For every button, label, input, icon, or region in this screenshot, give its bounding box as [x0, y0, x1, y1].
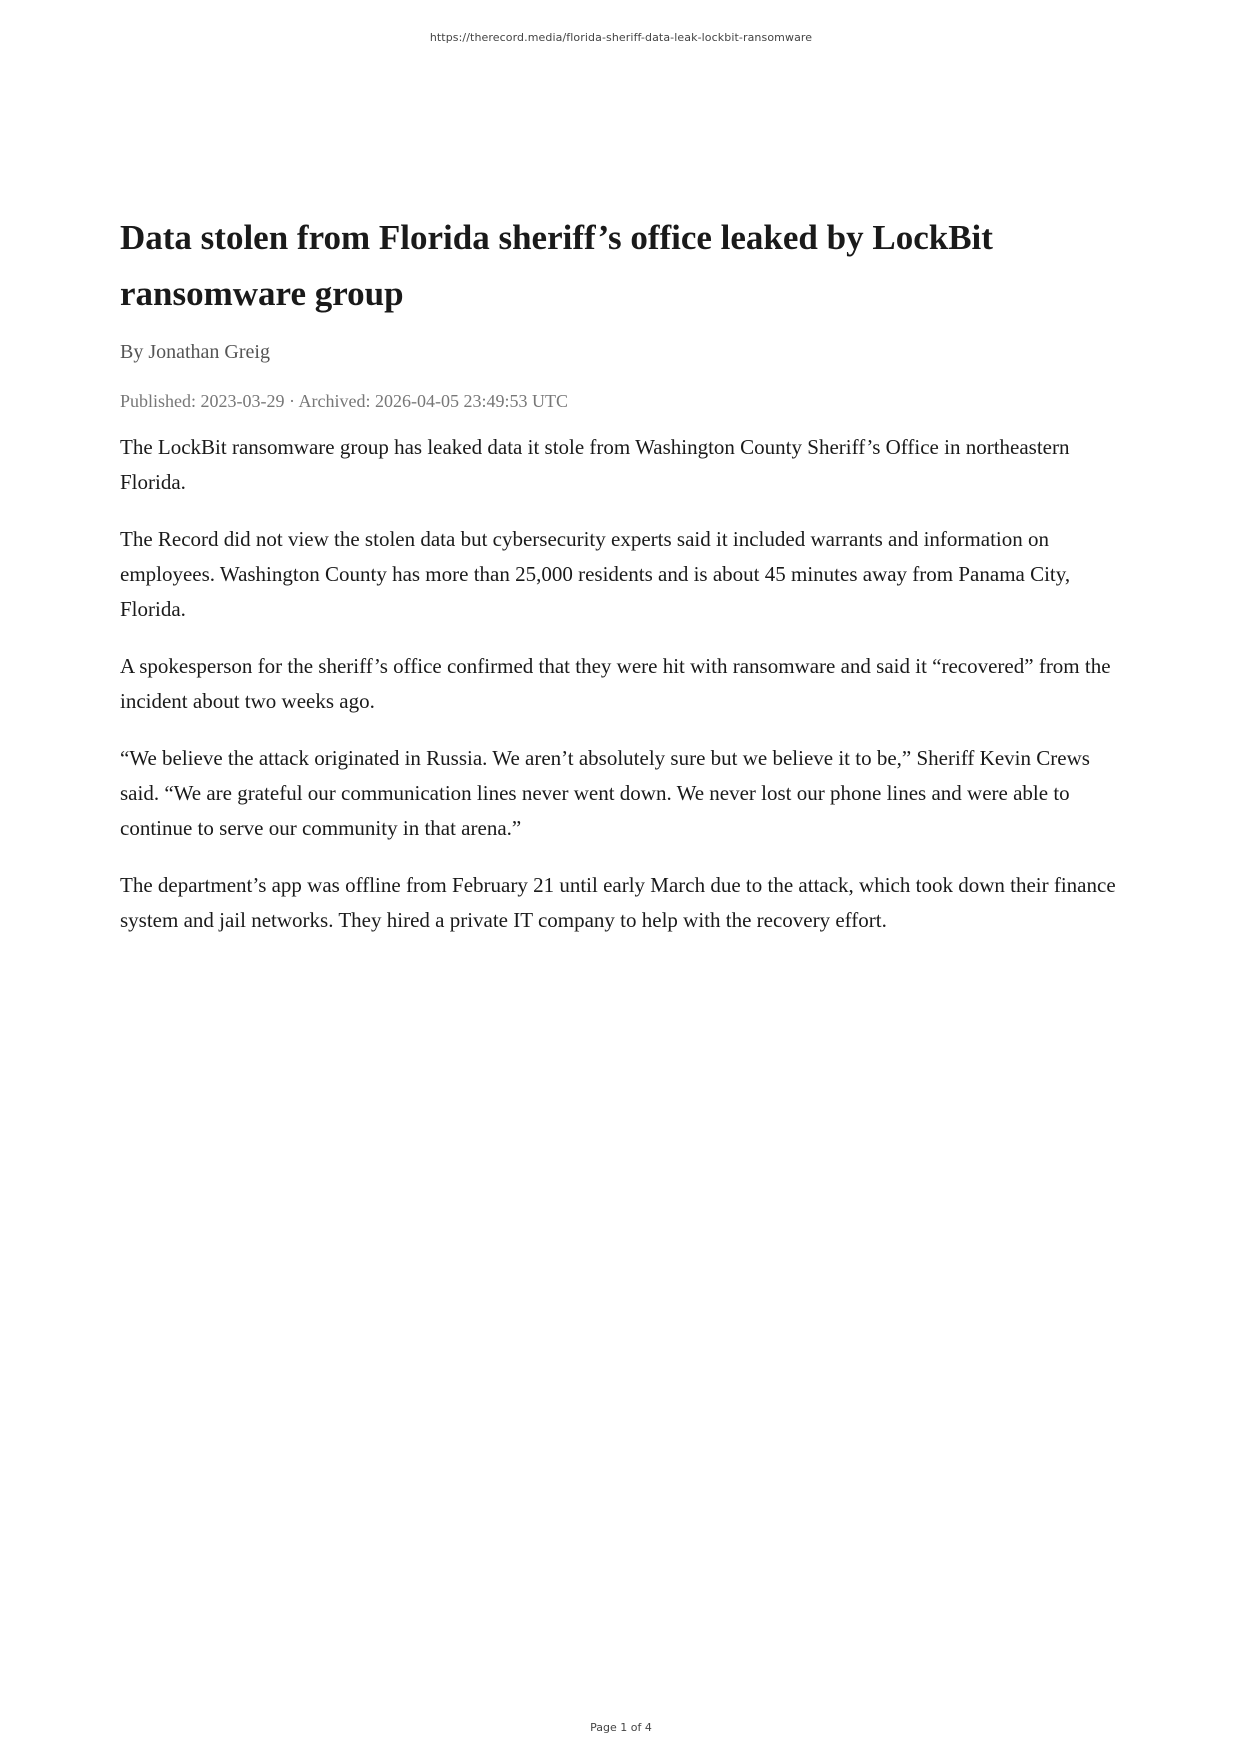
body-paragraph: A spokesperson for the sheriff’s office confirmed that they were hit with ransomware and said it “recovered” from the incident about two weeks ago.: [120, 654, 1111, 713]
page-number: Page 1 of 4: [590, 1721, 652, 1734]
publication-meta: Published: 2023-03-29 · Archived: 2026-04-05 23:49:53 UTC: [120, 391, 568, 411]
article: [120, 210, 1130, 938]
body-paragraph: The department’s app was offline from February 21 until early March due to the attack, which took down their finance system and jail networks. They hired a private IT company to help with the recovery effort.: [120, 873, 1116, 932]
body-paragraph: “We believe the attack originated in Russia. We aren’t absolutely sure but we believe it to be,” Sheriff Kevin Crews said. “We are grateful our communication lines never went down. We never lost our phone lines and were able to continue to serve our community in that arena.”: [120, 746, 1090, 840]
page-url: https://therecord.media/florida-sheriff-data-leak-lockbit-ransomware: [429, 31, 813, 44]
byline: By Jonathan Greig: [120, 341, 270, 363]
body-paragraph: The Record did not view the stolen data but cybersecurity experts said it included warrants and information on employees. Washington County has more than 25,000 residents and is about 45 minutes away from Panama City, Florida.: [120, 527, 1071, 621]
body-paragraph: The LockBit ransomware group has leaked data it stole from Washington County Sheriff’s Office in northeastern Florida.: [120, 435, 1070, 494]
article-body: [120, 430, 1130, 938]
article-title: Data stolen from Florida sheriff’s office leaked by LockBit ransomware group: [120, 218, 993, 313]
